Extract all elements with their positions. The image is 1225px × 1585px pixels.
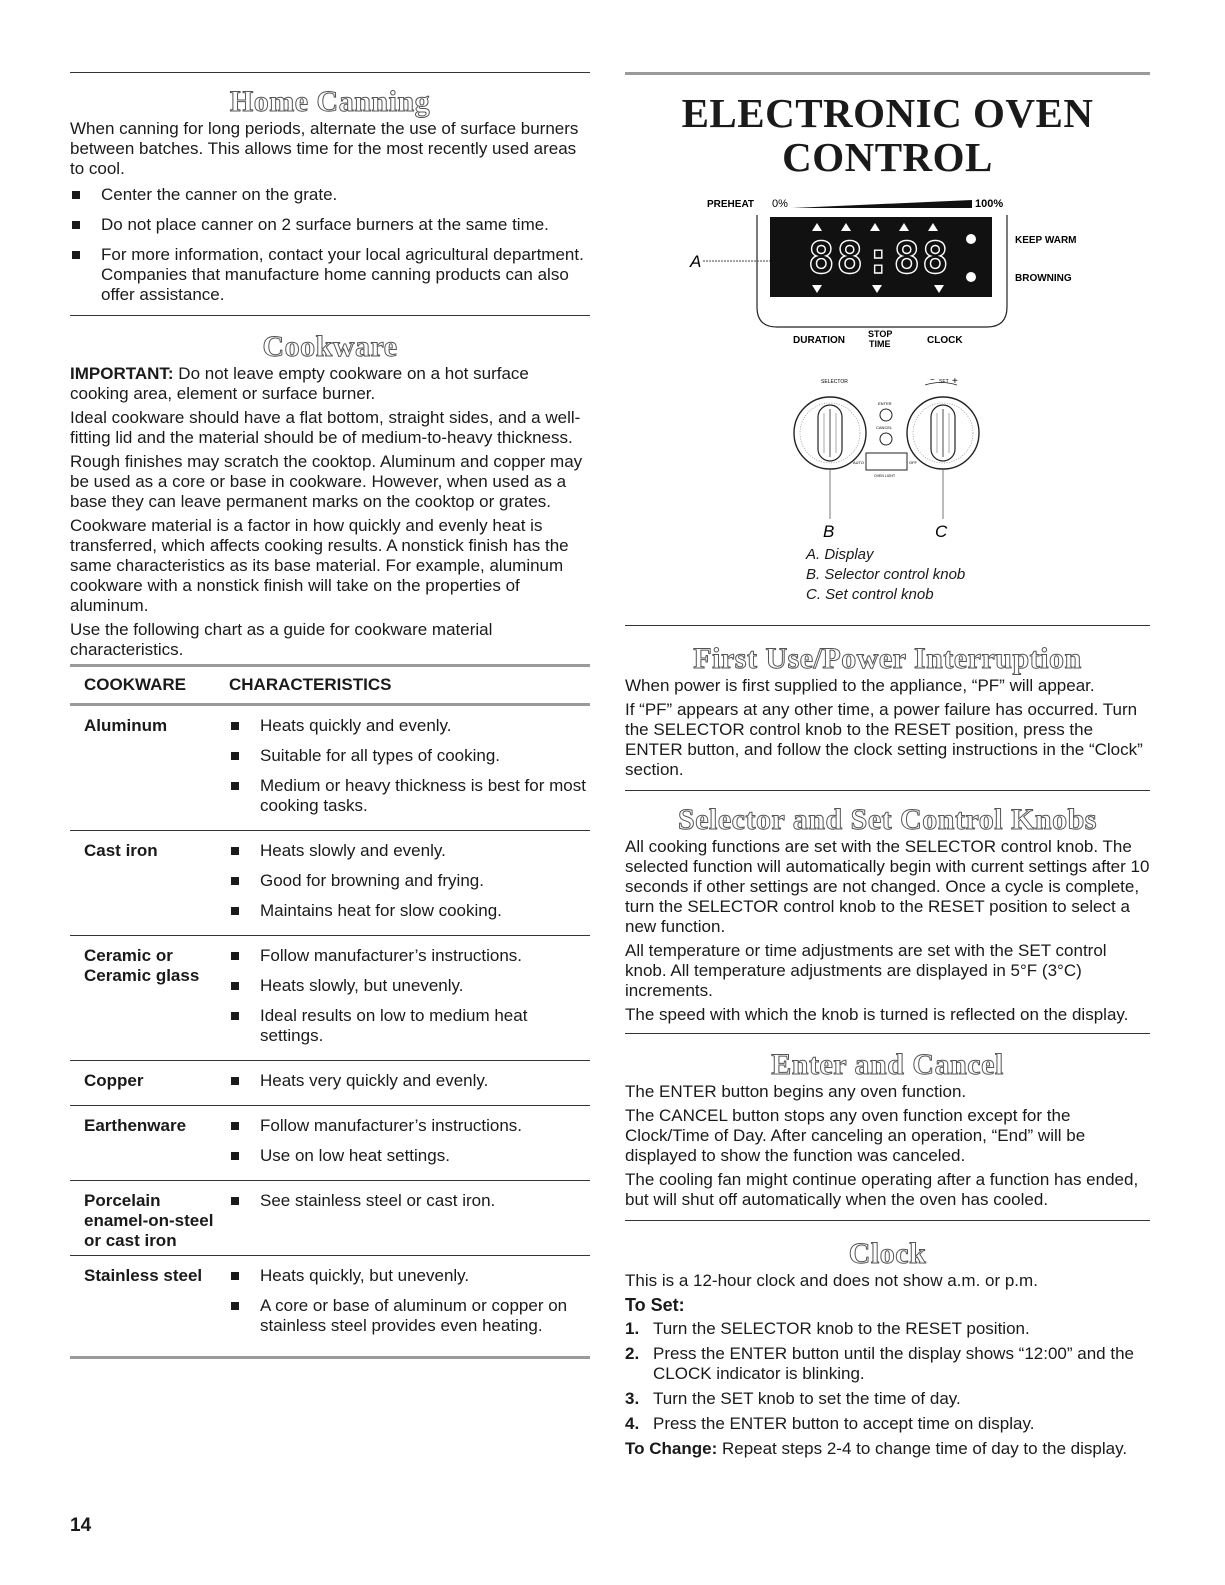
label-c: C [935, 522, 948, 541]
enter-cancel-heading: Enter and Cancel [771, 1048, 1004, 1081]
plus-label: + [952, 376, 958, 387]
step-text: Press the ENTER button until the display shows “12:00” and the CLOCK indicator is blinking. [653, 1344, 1134, 1383]
cookware-paragraph: Use the following chart as a guide for cookware material characteristics. [70, 620, 493, 659]
important-label: IMPORTANT: [70, 364, 174, 383]
list-item: Use on low heat settings. [229, 1146, 590, 1166]
divider [625, 72, 1150, 75]
control-panel-svg [625, 187, 1150, 547]
characteristics-list [229, 946, 590, 1046]
cookware-name: Earthenware [70, 1106, 229, 1181]
list-item [625, 1319, 1150, 1339]
cancel-small-label: CANCEL [876, 425, 893, 430]
cookware-heading: Cookware [262, 330, 398, 363]
enter-small-label: ENTER [878, 401, 892, 406]
table-header-row [70, 667, 590, 705]
keep-warm-label: KEEP WARM [1015, 235, 1077, 246]
divider [625, 1033, 1150, 1034]
enter-cancel-paragraph: The cooling fan might continue operating after a function has ended, but will shut off automatically when the oven has cooled. [625, 1170, 1139, 1209]
table-body [70, 705, 590, 1351]
table-header-cookware: COOKWARE [84, 675, 186, 694]
cookware-name: Porcelain enamel-on-steel or cast iron [70, 1181, 229, 1256]
list-item: Heats very quickly and evenly. [229, 1071, 590, 1091]
table-bottom-rule [70, 1356, 590, 1359]
set-knob[interactable] [907, 397, 979, 469]
page-title [625, 91, 1150, 179]
page-number: 14 [70, 1515, 92, 1536]
list-item [625, 1389, 1150, 1409]
list-item: Good for browning and frying. [229, 871, 590, 891]
set-small-label: SET [939, 379, 949, 385]
table-header-characteristics: CHARACTERISTICS [229, 675, 392, 694]
divider [625, 1220, 1150, 1221]
label-a: A [690, 252, 702, 271]
caption-c: C. Set control knob [806, 586, 934, 603]
step-number: 1. [625, 1319, 640, 1338]
characteristics-list [229, 1116, 590, 1166]
off-small-label: OFF [909, 460, 917, 465]
step-number: 2. [625, 1344, 640, 1363]
list-item: Heats slowly and evenly. [229, 841, 590, 861]
characteristics-list [229, 1071, 590, 1091]
table-row [70, 936, 590, 1061]
browning-led [966, 272, 976, 282]
caption-a: A. Display [806, 546, 874, 563]
preheat-100-label: 100% [975, 198, 1004, 210]
preheat-label: PREHEAT [707, 199, 755, 210]
enter-cancel-paragraph: The ENTER button begins any oven function. [625, 1082, 967, 1101]
cookware-name: Aluminum [70, 705, 229, 831]
list-item: Do not place canner on 2 surface burners at the same time. [70, 215, 590, 235]
title-line-2: CONTROL [782, 134, 993, 180]
list-item: For more information, contact your local agricultural department. Companies that manufacture home canning products can also offer assistance. [70, 245, 590, 305]
step-text: Turn the SET knob to set the time of day. [653, 1389, 961, 1408]
divider [70, 315, 590, 316]
table-row [70, 1061, 590, 1106]
cookware-paragraph: Ideal cookware should have a flat bottom, straight sides, and a well-fitting lid and the material should be of medium-to-heavy thickness. [70, 408, 581, 447]
home-canning-heading: Home Canning [229, 85, 431, 118]
step-text: Turn the SELECTOR knob to the RESET position. [653, 1319, 1030, 1338]
step-number: 4. [625, 1414, 640, 1433]
list-item: Follow manufacturer’s instructions. [229, 946, 590, 966]
cookware-characteristics [229, 831, 590, 936]
control-panel-diagram [625, 187, 1150, 547]
selector-small-label: SELECTOR [821, 379, 848, 385]
label-b: B [823, 522, 835, 541]
important-text: Do not leave empty cookware on a hot surface cooking area, element or surface burner. [70, 364, 529, 403]
ovenlight-small-label: OVEN LIGHT [874, 474, 896, 478]
list-item: Maintains heat for slow cooking. [229, 901, 590, 921]
characteristics-list [229, 841, 590, 921]
browning-label: BROWNING [1015, 273, 1072, 284]
home-canning-list [70, 185, 590, 305]
list-item: A core or base of aluminum or copper on stainless steel provides even heating. [229, 1296, 590, 1336]
list-item: Suitable for all types of cooking. [229, 746, 590, 766]
characteristics-list [229, 1266, 590, 1336]
important-note [70, 364, 590, 404]
cookware-name: Copper [70, 1061, 229, 1106]
enter-button[interactable] [880, 409, 892, 421]
first-use-heading: First Use/Power Interruption [693, 642, 1082, 675]
display-digits: 88:88 [808, 233, 951, 284]
list-item: Heats slowly, but unevenly. [229, 976, 590, 996]
diagram-captions [806, 545, 1150, 605]
cookware-paragraph: Cookware material is a factor in how quickly and evenly heat is transferred, which affects cooking results. A nonstick finish has the same characteristics as its base material. For example, aluminum cookware with a nonstick finish will take on the properties of aluminum. [70, 516, 569, 615]
table-row [70, 1256, 590, 1351]
list-item: Center the canner on the grate. [70, 185, 590, 205]
list-item [625, 1344, 1150, 1384]
cookware-characteristics [229, 1256, 590, 1351]
cookware-paragraph: Rough finishes may scratch the cooktop. Aluminum and copper may be used as a core or base in cookware. However, when used as a base they can leave permanent marks on the cooktop or grates. [70, 452, 583, 511]
list-item: Follow manufacturer’s instructions. [229, 1116, 590, 1136]
cookware-name: Ceramic or Ceramic glass [70, 936, 229, 1061]
knobs-heading: Selector and Set Control Knobs [678, 803, 1097, 836]
cookware-characteristics [229, 1106, 590, 1181]
characteristics-list [229, 1191, 590, 1211]
list-item: See stainless steel or cast iron. [229, 1191, 590, 1211]
enter-cancel-paragraph: The CANCEL button stops any oven function except for the Clock/Time of Day. After canceling an operation, “End” will be displayed to show the function was canceled. [625, 1106, 1086, 1165]
list-item: Heats quickly, but unevenly. [229, 1266, 590, 1286]
cookware-characteristics [229, 936, 590, 1061]
cookware-name: Cast iron [70, 831, 229, 936]
preheat-0-label: 0% [772, 198, 788, 210]
clock-label: CLOCK [927, 335, 963, 346]
step-text: Press the ENTER button to accept time on display. [653, 1414, 1035, 1433]
table-row [70, 831, 590, 936]
divider [70, 72, 590, 73]
to-change-text: Repeat steps 2-4 to change time of day to the display. [717, 1439, 1128, 1458]
cookware-characteristics [229, 1061, 590, 1106]
knobs-paragraph: All temperature or time adjustments are set with the SET control knob. All temperature adjustments are displayed in 5°F (3°C) increments. [625, 941, 1107, 1000]
cookware-characteristics [229, 1181, 590, 1256]
first-use-paragraph: If “PF” appears at any other time, a power failure has occurred. Turn the SELECTOR control knob to the RESET position, press the ENTER button, and follow the clock setting instructions in the “Clock” section. [625, 700, 1143, 779]
cookware-characteristics [229, 705, 590, 831]
clock-intro: This is a 12-hour clock and does not show a.m. or p.m. [625, 1271, 1038, 1290]
list-item: Heats quickly and evenly. [229, 716, 590, 736]
list-item: Medium or heavy thickness is best for most cooking tasks. [229, 776, 590, 816]
time-label: TIME [869, 339, 891, 349]
to-change-note [625, 1439, 1150, 1459]
first-use-paragraph: When power is first supplied to the appliance, “PF” will appear. [625, 676, 1095, 695]
knobs-paragraph: All cooking functions are set with the SELECTOR control knob. The selected function will automatically begin with current settings after 10 seconds if other settings are not changed. Once a cycle is complete, turn the SELECTOR control knob to the RESET position to select a new function. [625, 837, 1150, 936]
minus-label: − [930, 375, 935, 384]
table-row [70, 1181, 590, 1256]
to-set-label: To Set: [625, 1295, 685, 1315]
left-column [70, 0, 590, 1359]
characteristics-list [229, 716, 590, 816]
cookware-table [70, 667, 590, 1350]
step-number: 3. [625, 1389, 640, 1408]
cancel-button[interactable] [880, 433, 892, 445]
duration-label: DURATION [793, 335, 846, 346]
to-change-label: To Change: [625, 1439, 718, 1458]
auto-small-label: AUTO [853, 460, 865, 465]
preheat-bar [792, 200, 972, 208]
clock-steps [625, 1319, 1150, 1434]
right-column [625, 0, 1150, 1459]
cookware-name: Stainless steel [70, 1256, 229, 1351]
home-canning-intro: When canning for long periods, alternate the use of surface burners between batches. This allows time for the most recently used areas to cool. [70, 119, 579, 178]
knobs-paragraph: The speed with which the knob is turned is reflected on the display. [625, 1005, 1129, 1024]
table-row [70, 705, 590, 831]
divider [625, 790, 1150, 791]
list-item: Ideal results on low to medium heat settings. [229, 1006, 590, 1046]
selector-knob[interactable] [794, 397, 866, 469]
list-item [625, 1414, 1150, 1434]
clock-heading: Clock [848, 1237, 927, 1270]
title-line-1: ELECTRONIC OVEN [681, 90, 1094, 136]
keep-warm-led [966, 234, 976, 244]
divider [625, 625, 1150, 626]
oven-light-switch[interactable] [866, 453, 907, 470]
caption-b: B. Selector control knob [806, 566, 966, 583]
table-row [70, 1106, 590, 1181]
stop-label: STOP [868, 329, 893, 339]
